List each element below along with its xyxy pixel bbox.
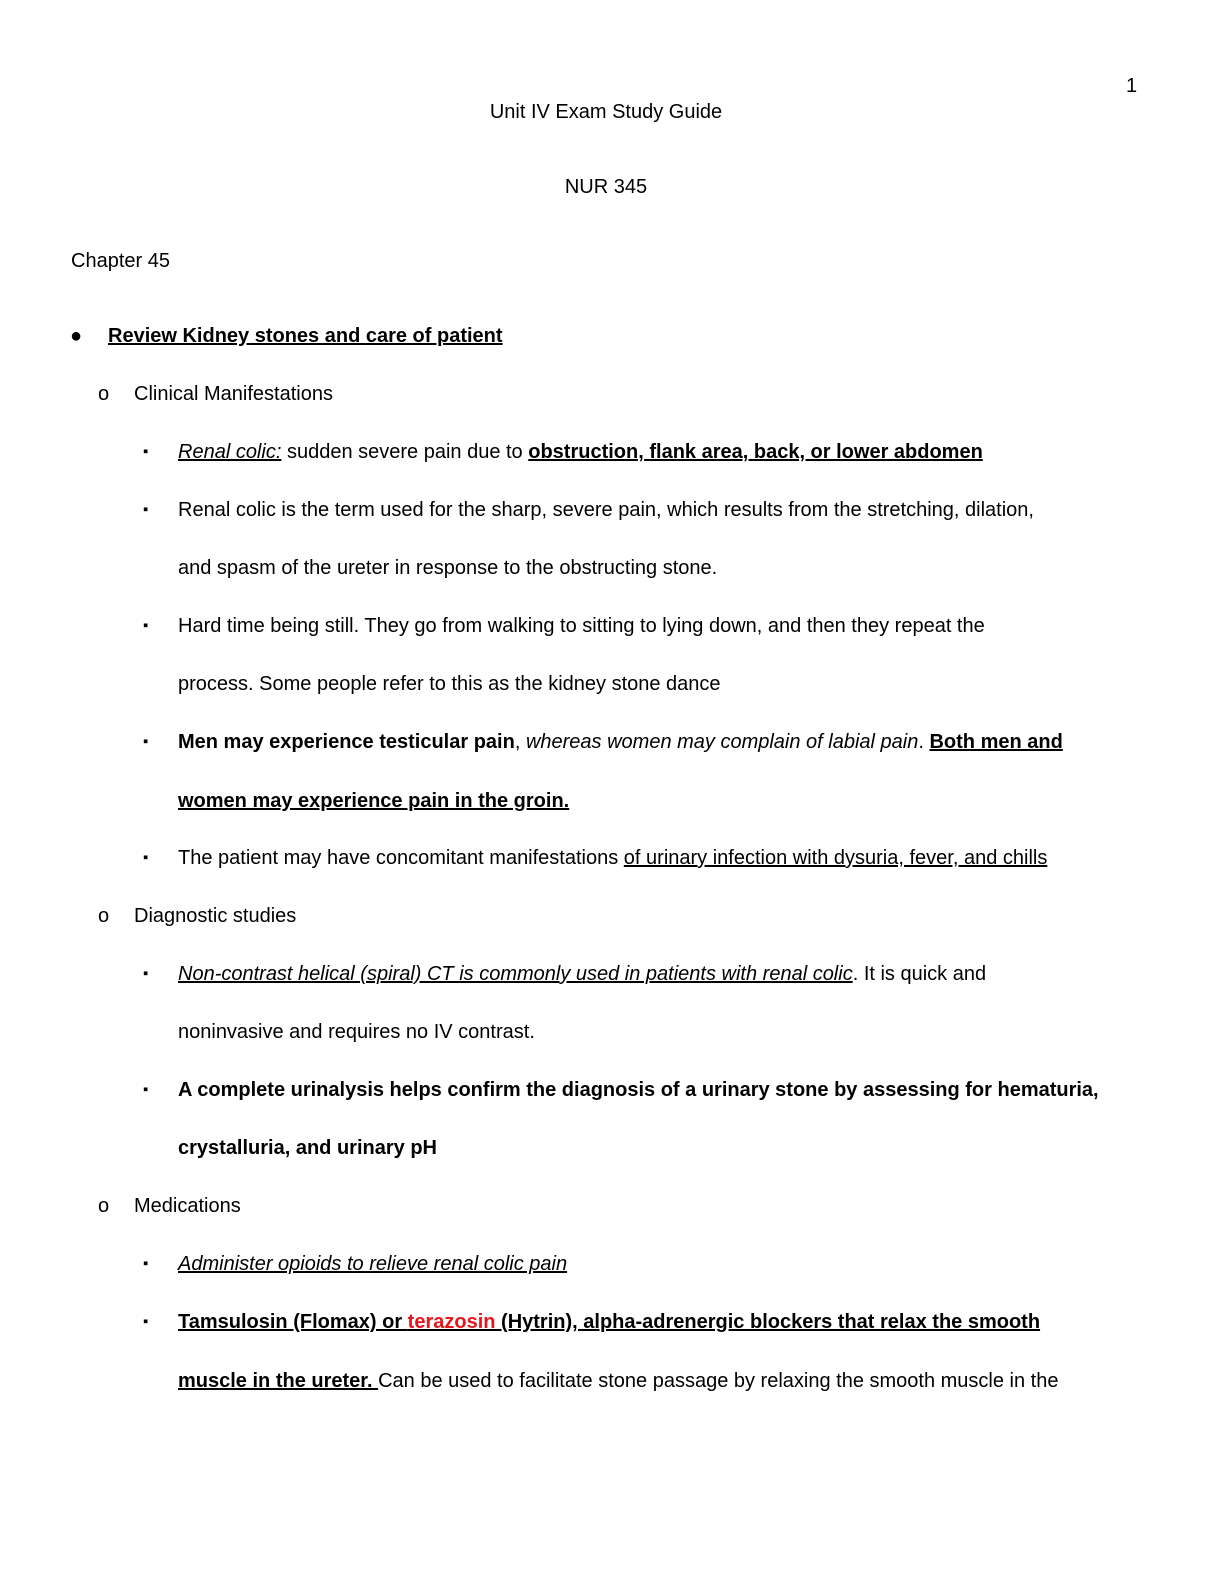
bullet-square-icon: ▪ (143, 965, 149, 982)
bullet-circle-icon: o (98, 1195, 110, 1217)
list-item-continuation: women may experience pain in the groin. (178, 790, 570, 812)
bullet-square-icon: ▪ (143, 443, 149, 460)
bullet-square-icon: ▪ (143, 733, 149, 750)
list-item: Renal colic is the term used for the sharp, severe pain, which results from the stretching, dilation, (178, 499, 1034, 521)
chapter-heading: Chapter 45 (71, 250, 170, 272)
list-item-continuation: and spasm of the ureter in response to the obstructing stone. (178, 557, 718, 579)
list-item: A complete urinalysis helps confirm the diagnosis of a urinary stone by assessing for hematuria, (178, 1079, 1099, 1101)
bullet-circle-icon: o (98, 383, 110, 405)
bullet-circle-icon: o (98, 905, 110, 927)
document-title: Unit IV Exam Study Guide (489, 101, 723, 123)
list-item: Renal colic: sudden severe pain due to obstruction, flank area, back, or lower abdomen (178, 441, 983, 463)
bullet-square-icon: ▪ (143, 849, 149, 866)
list-item-continuation: muscle in the ureter. Can be used to facilitate stone passage by relaxing the smooth muscle in the (178, 1370, 1059, 1392)
list-item: Men may experience testicular pain, whereas women may complain of labial pain. Both men and (178, 731, 1063, 753)
section-diagnostic-studies: Diagnostic studies (134, 905, 297, 927)
list-item: Administer opioids to relieve renal colic pain (178, 1253, 568, 1275)
topic-heading: Review Kidney stones and care of patient (108, 325, 503, 347)
bullet-square-icon: ▪ (143, 1255, 149, 1272)
list-item-continuation: process. Some people refer to this as the kidney stone dance (178, 673, 721, 695)
bullet-square-icon: ▪ (143, 501, 149, 518)
bullet-square-icon: ▪ (143, 1313, 149, 1330)
highlighted-drug-name: terazosin (407, 1311, 496, 1333)
bullet-square-icon: ▪ (143, 1081, 149, 1098)
list-item: The patient may have concomitant manifestations of urinary infection with dysuria, fever, and chills (178, 847, 1048, 869)
course-code: NUR 345 (564, 176, 648, 198)
list-item-continuation: crystalluria, and urinary pH (178, 1137, 437, 1159)
bullet-square-icon: ▪ (143, 617, 149, 634)
section-medications: Medications (134, 1195, 241, 1217)
list-item: Tamsulosin (Flomax) or terazosin (Hytrin), alpha-adrenergic blockers that relax the smooth (178, 1311, 1041, 1333)
page-number: 1 (1126, 75, 1138, 97)
section-clinical-manifestations: Clinical Manifestations (134, 383, 333, 405)
list-item: Non-contrast helical (spiral) CT is commonly used in patients with renal colic. It is quick and (178, 963, 987, 985)
list-item: Hard time being still. They go from walking to sitting to lying down, and then they repeat the (178, 615, 985, 637)
bullet-dot-icon: ● (70, 325, 83, 347)
list-item-continuation: noninvasive and requires no IV contrast. (178, 1021, 535, 1043)
